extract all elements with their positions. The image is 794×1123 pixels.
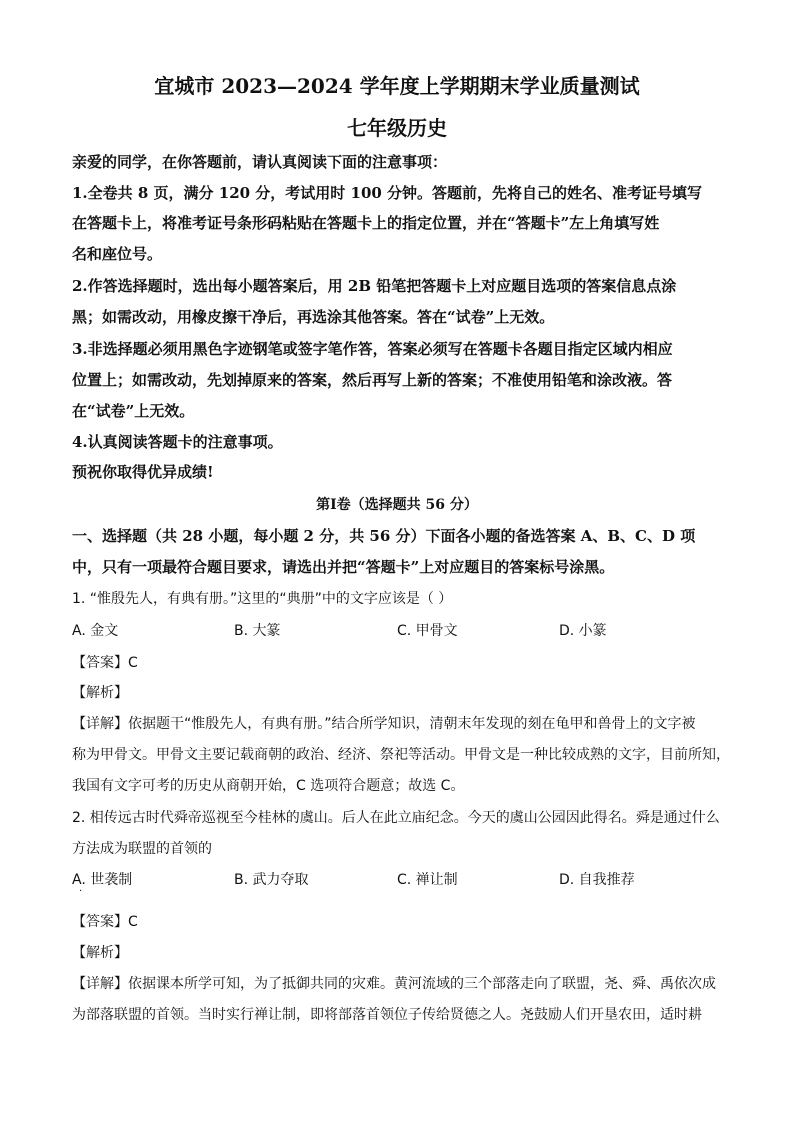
section-instruction: 中，只有一项最符合题目要求，请选出并把“答题卡”上对应题目的答案标号涂黑。 xyxy=(72,558,615,576)
question-2-option-a: A. 世袭制 xyxy=(72,872,133,888)
question-1-option-d: D. 小篆 xyxy=(559,623,607,639)
question-1-option-b: B. 大篆 xyxy=(234,623,281,639)
question-2-option-c: C. 禅让制 xyxy=(397,872,458,888)
notice-line: 2.作答选择题时，选出每小题答案后，用 2B 铅笔把答题卡上对应题目选项的答案信息点涂 xyxy=(72,277,677,295)
question-1-detail: 我国有文字可考的历史从商朝开始，C 选项符合题意；故选 C。 xyxy=(72,778,465,794)
notice-line: 在“试卷”上无效。 xyxy=(72,402,195,420)
exam-title: 宜城市 2023—2024 学年度上学期期末学业质量测试 xyxy=(154,74,640,98)
section-instruction: 一、选择题（共 28 小题，每小题 2 分，共 56 分）下面各小题的备选答案 A、B、C、D 项 xyxy=(72,527,696,545)
notice-line: 位置上；如需改动，先划掉原来的答案，然后再写上新的答案；不准使用铅笔和涂改液。答 xyxy=(72,371,673,389)
question-2-answer: 【答案】C xyxy=(72,914,138,930)
question-2-detail: 【详解】依据课本所学可知，为了抵御共同的灾难。黄河流域的三个部落走向了联盟，尧、舜、禹依次成 xyxy=(72,976,716,992)
question-1-answer: 【答案】C xyxy=(72,655,138,671)
exam-subject: 七年级历史 xyxy=(347,116,447,140)
notice-line: 名和座位号。 xyxy=(72,245,163,263)
notice-intro: 亲爱的同学，在你答题前，请认真阅读下面的注意事项： xyxy=(72,153,448,171)
notice-line: 黑；如需改动，用橡皮擦干净后，再选涂其他答案。答在“试卷”上无效。 xyxy=(72,308,555,326)
notice-line: 3.非选择题必须用黑色字迹钢笔或签字笔作答，答案必须写在答题卡各题目指定区域内相应 xyxy=(72,340,673,358)
question-1-stem: 1. “惟殷先人，有典有册。”这里的“典册”中的文字应该是（ ） xyxy=(72,591,453,607)
question-2-option-d: D. 自我推荐 xyxy=(559,872,635,888)
question-2-stem: 2. 相传远古时代舜帝巡视至今桂林的虞山。后人在此立庙纪念。今天的虞山公园因此得名。舜是通过什么 xyxy=(72,810,720,826)
notice-line: 在答题卡上，将准考证号条形码粘贴在答题卡上的指定位置，并在“答题卡”左上角填写姓 xyxy=(72,214,660,232)
question-2-stem: 方法成为联盟的首领的 xyxy=(72,841,212,857)
notice-line: 4.认真阅读答题卡的注意事项。 xyxy=(72,433,283,451)
question-1-analysis: 【解析】 xyxy=(72,685,128,701)
question-2-option-b: B. 武力夺取 xyxy=(234,872,309,888)
section-title: 第Ⅰ卷（选择题共 56 分） xyxy=(316,497,478,513)
question-1-detail: 【详解】依据题干“惟殷先人，有典有册。”结合所学知识，清朝末年发现的刻在龟甲和兽骨上的文字被 xyxy=(72,716,696,732)
stray-mark: · xyxy=(79,886,83,897)
question-2-detail: 为部落联盟的首领。当时实行禅让制，即将部落首领位子传给贤德之人。尧鼓励人们开垦农田，适时耕 xyxy=(72,1007,702,1023)
question-1-detail: 称为甲骨文。甲骨文主要记载商朝的政治、经济、祭祀等活动。甲骨文是一种比较成熟的文字，目前所知， xyxy=(72,747,730,763)
notice-line: 1.全卷共 8 页，满分 120 分，考试用时 100 分钟。答题前，先将自己的姓名、准考证号填写 xyxy=(72,184,703,202)
question-2-analysis: 【解析】 xyxy=(72,945,128,961)
question-1-option-a: A. 金文 xyxy=(72,623,119,639)
notice-wish: 预祝你取得优异成绩! xyxy=(72,463,214,481)
question-1-option-c: C. 甲骨文 xyxy=(397,623,458,639)
